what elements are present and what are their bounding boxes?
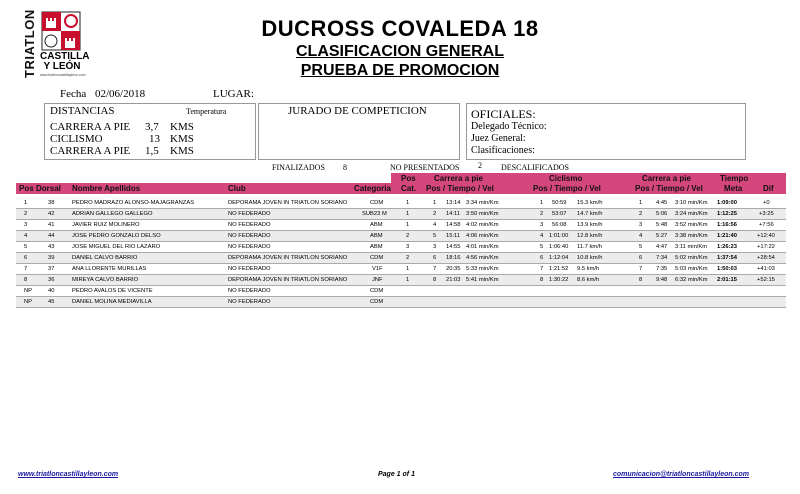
cell-club: DEPORAMA JOVEN IN TRIATLON SORIANO bbox=[228, 200, 348, 206]
cell-club: NO FEDERADO bbox=[228, 288, 271, 294]
table-row bbox=[16, 209, 786, 220]
cell-dorsal: 37 bbox=[48, 266, 55, 272]
cell-pos: 5 bbox=[24, 244, 28, 250]
cell-dorsal: 38 bbox=[48, 200, 55, 206]
cell-c1-tiempo: 21:03 bbox=[446, 277, 461, 283]
page-subtitle-general: CLASIFICACION GENERAL bbox=[296, 43, 504, 60]
cell-pos: 8 bbox=[24, 277, 28, 283]
table-row bbox=[16, 242, 786, 253]
cell-nombre: DANIEL CALVO BARRIO bbox=[72, 255, 138, 261]
distancia-name: CICLISMO bbox=[50, 133, 103, 145]
cell-c2-pos: 8 bbox=[639, 277, 643, 283]
cell-c2-vel: 6:32 min/Km bbox=[675, 277, 708, 283]
cell-categoria: CDM bbox=[370, 299, 384, 305]
page-title: DUCROSS COVALEDA 18 bbox=[261, 16, 539, 41]
cell-c2-vel: 5:03 min/Km bbox=[675, 266, 708, 272]
cell-club: DEPORAMA JOVEN IN TRIATLON SORIANO bbox=[228, 277, 348, 283]
finalizados-value: 8 bbox=[343, 163, 347, 172]
cell-bici-pos: 1 bbox=[540, 200, 544, 206]
cell-c2-pos: 7 bbox=[639, 266, 643, 272]
cell-bici-vel: 8.6 km/h bbox=[577, 277, 600, 283]
cell-bici-tiempo: 53:07 bbox=[552, 211, 567, 217]
table-row bbox=[16, 297, 786, 308]
header-ciclismo-sub: Pos / Tiempo / Vel bbox=[533, 184, 601, 193]
cell-nombre: PEDRO MADRAZO ALONSO-MAJAGRANZAS bbox=[72, 200, 195, 206]
cell-c1-vel: 4:06 min/Km bbox=[466, 233, 499, 239]
cell-dorsal: 36 bbox=[48, 277, 55, 283]
cell-dif: +0 bbox=[763, 200, 770, 206]
cell-pos: NP bbox=[24, 299, 33, 305]
cell-c2-vel: 3:10 min/Km bbox=[675, 200, 708, 206]
cell-meta: 1:37:54 bbox=[717, 255, 737, 261]
cell-bici-tiempo: 1:12:04 bbox=[549, 255, 569, 261]
cell-dif: +52:15 bbox=[757, 277, 775, 283]
cell-bici-tiempo: 1:06:40 bbox=[549, 244, 569, 250]
cell-bici-tiempo: 1:21:52 bbox=[549, 266, 569, 272]
cell-poscat: 3 bbox=[406, 244, 410, 250]
cell-bici-vel: 13.9 km/h bbox=[577, 222, 603, 228]
cell-bici-tiempo: 56:08 bbox=[552, 222, 567, 228]
cell-c1-pos: 1 bbox=[433, 200, 437, 206]
header-meta: Meta bbox=[724, 184, 743, 193]
cell-c1-pos: 3 bbox=[433, 244, 437, 250]
cell-dif: +3:25 bbox=[759, 211, 774, 217]
cell-poscat: 2 bbox=[406, 233, 410, 239]
distancia-name: CARRERA A PIE bbox=[50, 145, 131, 157]
header-pos: Pos bbox=[19, 184, 34, 193]
cell-bici-pos: 2 bbox=[540, 211, 544, 217]
cell-club: NO FEDERADO bbox=[228, 211, 271, 217]
header-categoria: Categoria bbox=[354, 184, 391, 193]
cell-dorsal: 40 bbox=[48, 288, 55, 294]
cell-c1-vel: 5:33 min/Km bbox=[466, 266, 499, 272]
cell-dorsal: 45 bbox=[48, 299, 55, 305]
table-row bbox=[16, 253, 786, 264]
distancia-value: 13 bbox=[149, 133, 160, 145]
castle-logo-icon bbox=[40, 10, 82, 52]
footer-email-link[interactable]: comunicacion@triatloncastillayleon.com bbox=[613, 471, 749, 478]
cell-bici-tiempo: 1:01:00 bbox=[549, 233, 569, 239]
cell-meta: 1:16:56 bbox=[717, 222, 737, 228]
cell-pos: 4 bbox=[24, 233, 28, 239]
distancias-label: DISTANCIAS bbox=[50, 105, 115, 117]
footer-page-number: Page 1 of 1 bbox=[378, 471, 415, 478]
cell-meta: 1:12:25 bbox=[717, 211, 737, 217]
cell-categoria: CDM bbox=[370, 288, 384, 294]
oficial-line: Juez General: bbox=[471, 133, 526, 144]
cell-categoria: ABM bbox=[370, 222, 383, 228]
header-ciclismo: Ciclismo bbox=[549, 174, 583, 183]
cell-pos: 6 bbox=[24, 255, 28, 261]
table-row bbox=[16, 264, 786, 275]
cell-dif: +28:54 bbox=[757, 255, 775, 261]
cell-bici-vel: 11.7 km/h bbox=[577, 244, 603, 250]
cell-nombre: DANIEL MOLINA MEDIAVILLA bbox=[72, 299, 152, 305]
logo-line1: CASTILLA bbox=[40, 51, 90, 62]
no-presentados-value: 2 bbox=[478, 161, 482, 170]
cell-c1-tiempo: 14:55 bbox=[446, 244, 461, 250]
cell-club: NO FEDERADO bbox=[228, 233, 271, 239]
cell-club: NO FEDERADO bbox=[228, 266, 271, 272]
header-club: Club bbox=[228, 184, 246, 193]
oficiales-label: OFICIALES: bbox=[471, 107, 536, 121]
cell-c1-pos: 6 bbox=[433, 255, 437, 261]
cell-bici-vel: 12.8 km/h bbox=[577, 233, 603, 239]
table-row bbox=[16, 275, 786, 286]
lugar-label: LUGAR: bbox=[213, 88, 254, 100]
cell-c2-tiempo: 4:45 bbox=[656, 200, 668, 206]
cell-dorsal: 43 bbox=[48, 244, 55, 250]
cell-meta: 1:50:03 bbox=[717, 266, 737, 272]
distancia-name: CARRERA A PIE bbox=[50, 121, 131, 133]
cell-categoria: CDM bbox=[370, 200, 384, 206]
distancia-value: 1,5 bbox=[145, 145, 159, 157]
temperatura-label: Temperatura bbox=[186, 107, 227, 116]
cell-nombre: ANA LLORENTE MURILLAS bbox=[72, 266, 147, 272]
cell-categoria: JNF bbox=[372, 277, 383, 283]
fecha-value: 02/06/2018 bbox=[95, 88, 146, 100]
cell-c2-tiempo: 5:27 bbox=[656, 233, 668, 239]
cell-poscat: 2 bbox=[406, 255, 410, 261]
cell-pos: 2 bbox=[24, 211, 28, 217]
cell-dif: +12:40 bbox=[757, 233, 775, 239]
cell-bici-tiempo: 50:59 bbox=[552, 200, 567, 206]
cell-pos: NP bbox=[24, 288, 33, 294]
cell-c2-tiempo: 7:35 bbox=[656, 266, 668, 272]
cell-c1-vel: 3:50 min/Km bbox=[466, 211, 499, 217]
cell-c2-vel: 5:02 min/Km bbox=[675, 255, 708, 261]
cell-c2-tiempo: 7:34 bbox=[656, 255, 668, 261]
cell-pos: 3 bbox=[24, 222, 28, 228]
cell-bici-vel: 10.8 km/h bbox=[577, 255, 603, 261]
cell-c1-tiempo: 20:35 bbox=[446, 266, 461, 272]
cell-bici-pos: 5 bbox=[540, 244, 544, 250]
cell-c1-pos: 4 bbox=[433, 222, 437, 228]
cell-bici-vel: 15.3 km/h bbox=[577, 200, 603, 206]
oficial-line: Clasificaciones: bbox=[471, 145, 535, 156]
distancia-unit: KMS bbox=[170, 145, 194, 157]
cell-c2-vel: 3:24 min/Km bbox=[675, 211, 708, 217]
cell-c1-pos: 7 bbox=[433, 266, 437, 272]
cell-bici-pos: 6 bbox=[540, 255, 544, 261]
descalificados-label: DESCALIFICADOS bbox=[501, 163, 570, 172]
logo-url: www.triatloncastillayleon.com bbox=[40, 73, 86, 77]
cell-c2-pos: 6 bbox=[639, 255, 643, 261]
cell-poscat: 1 bbox=[406, 222, 410, 228]
cell-nombre: MIREYA CALVO BARRIO bbox=[72, 277, 139, 283]
table-row bbox=[16, 286, 786, 297]
cell-meta: 1:09:00 bbox=[717, 200, 737, 206]
cell-nombre: JAVIER RUIZ MOLINERO bbox=[72, 222, 140, 228]
header-carrera2: Carrera a pie bbox=[642, 174, 691, 183]
cell-club: DEPORAMA JOVEN IN TRIATLON SORIANO bbox=[228, 255, 348, 261]
finalizados-label: FINALIZADOS bbox=[272, 163, 325, 172]
cell-nombre: JOSE MIGUEL DEL RIO LAZARO bbox=[72, 244, 161, 250]
cell-bici-pos: 7 bbox=[540, 266, 544, 272]
cell-meta: 1:26:23 bbox=[717, 244, 737, 250]
cell-pos: 7 bbox=[24, 266, 28, 272]
header-carrera2-sub: Pos / Tiempo / Vel bbox=[635, 184, 703, 193]
cell-c2-tiempo: 4:47 bbox=[656, 244, 668, 250]
cell-c1-tiempo: 14:11 bbox=[446, 211, 461, 217]
cell-c2-vel: 3:38 min/Km bbox=[675, 233, 708, 239]
cell-dorsal: 39 bbox=[48, 255, 55, 261]
cell-bici-pos: 3 bbox=[540, 222, 544, 228]
oficial-line: Delegado Técnico: bbox=[471, 121, 547, 132]
logo-vertical-text: TRIATLON bbox=[22, 9, 37, 78]
cell-club: NO FEDERADO bbox=[228, 299, 271, 305]
cell-c1-tiempo: 14:58 bbox=[446, 222, 461, 228]
cell-dif: +17:22 bbox=[757, 244, 775, 250]
cell-dorsal: 42 bbox=[48, 211, 55, 217]
cell-meta: 2:01:15 bbox=[717, 277, 737, 283]
no-presentados-label: NO PRESENTADOS bbox=[390, 163, 460, 172]
cell-c1-tiempo: 18:16 bbox=[446, 255, 461, 261]
cell-c2-vel: 3:11 min/Km bbox=[675, 244, 708, 250]
cell-nombre: PEDRO AVALOS DE VICENTE bbox=[72, 288, 153, 294]
cell-c2-pos: 1 bbox=[639, 200, 643, 206]
cell-bici-vel: 9.5 km/h bbox=[577, 266, 600, 272]
cell-poscat: 1 bbox=[406, 277, 410, 283]
cell-poscat: 1 bbox=[406, 266, 410, 272]
page-subtitle-prueba: PRUEBA DE PROMOCION bbox=[300, 62, 500, 79]
cell-dorsal: 44 bbox=[48, 233, 55, 239]
distancia-unit: KMS bbox=[170, 121, 194, 133]
cell-c1-vel: 4:01 min/Km bbox=[466, 244, 499, 250]
cell-c2-pos: 4 bbox=[639, 233, 643, 239]
cell-categoria: CDM bbox=[370, 255, 384, 261]
cell-poscat: 1 bbox=[406, 200, 410, 206]
cell-bici-pos: 8 bbox=[540, 277, 544, 283]
cell-meta: 1:21:40 bbox=[717, 233, 737, 239]
header-carrera1-sub: Pos / Tiempo / Vel bbox=[426, 184, 494, 193]
cell-c1-pos: 2 bbox=[433, 211, 437, 217]
cell-c1-tiempo: 15:11 bbox=[446, 233, 461, 239]
cell-club: NO FEDERADO bbox=[228, 222, 271, 228]
table-row bbox=[16, 198, 786, 209]
cell-c2-tiempo: 9:48 bbox=[656, 277, 668, 283]
fecha-label: Fecha bbox=[60, 88, 87, 100]
header-pos-top: Pos bbox=[401, 174, 416, 183]
cell-pos: 1 bbox=[24, 200, 28, 206]
cell-c2-tiempo: 5:06 bbox=[656, 211, 668, 217]
cell-dorsal: 41 bbox=[48, 222, 55, 228]
cell-c2-pos: 2 bbox=[639, 211, 643, 217]
cell-c2-vel: 3:52 min/Km bbox=[675, 222, 708, 228]
header-dorsal: Dorsal bbox=[36, 184, 61, 193]
cell-c1-vel: 5:41 min/Km bbox=[466, 277, 499, 283]
cell-categoria: SUB23 M bbox=[362, 211, 387, 217]
table-row bbox=[16, 220, 786, 231]
cell-c1-vel: 3:34 min/Km bbox=[466, 200, 499, 206]
logo-line2: Y LEÓN bbox=[43, 61, 81, 72]
cell-c1-vel: 4:56 min/Km bbox=[466, 255, 499, 261]
cell-categoria: ABM bbox=[370, 244, 383, 250]
distancia-value: 3,7 bbox=[145, 121, 159, 133]
cell-c2-pos: 5 bbox=[639, 244, 643, 250]
cell-c2-pos: 3 bbox=[639, 222, 643, 228]
header-dif: Dif bbox=[763, 184, 774, 193]
cell-nombre: ADRIAN GALLEGO GALLEGO bbox=[72, 211, 153, 217]
cell-c1-pos: 8 bbox=[433, 277, 437, 283]
cell-c1-pos: 5 bbox=[433, 233, 437, 239]
cell-bici-tiempo: 1:30:22 bbox=[549, 277, 569, 283]
cell-categoria: ABM bbox=[370, 233, 383, 239]
cell-dif: +7:56 bbox=[759, 222, 774, 228]
cell-club: NO FEDERADO bbox=[228, 244, 271, 250]
cell-poscat: 1 bbox=[406, 211, 410, 217]
header-nombre: Nombre Apellidos bbox=[72, 184, 141, 193]
cell-c1-tiempo: 13:14 bbox=[446, 200, 461, 206]
header-cat: Cat. bbox=[401, 184, 417, 193]
cell-bici-pos: 4 bbox=[540, 233, 544, 239]
jurado-label: JURADO DE COMPETICION bbox=[288, 105, 427, 117]
cell-nombre: JOSE PEDRO GONZALO DELSO bbox=[72, 233, 161, 239]
header-tiempo: Tiempo bbox=[720, 174, 749, 183]
table-row bbox=[16, 231, 786, 242]
cell-dif: +41:03 bbox=[757, 266, 775, 272]
header-carrera1: Carrera a pie bbox=[434, 174, 483, 183]
footer-website-link[interactable]: www.triatloncastillayleon.com bbox=[18, 471, 119, 478]
cell-categoria: V1F bbox=[372, 266, 383, 272]
cell-c1-vel: 4:02 min/Km bbox=[466, 222, 499, 228]
distancia-unit: KMS bbox=[170, 133, 194, 145]
cell-c2-tiempo: 5:48 bbox=[656, 222, 668, 228]
cell-bici-vel: 14.7 km/h bbox=[577, 211, 603, 217]
